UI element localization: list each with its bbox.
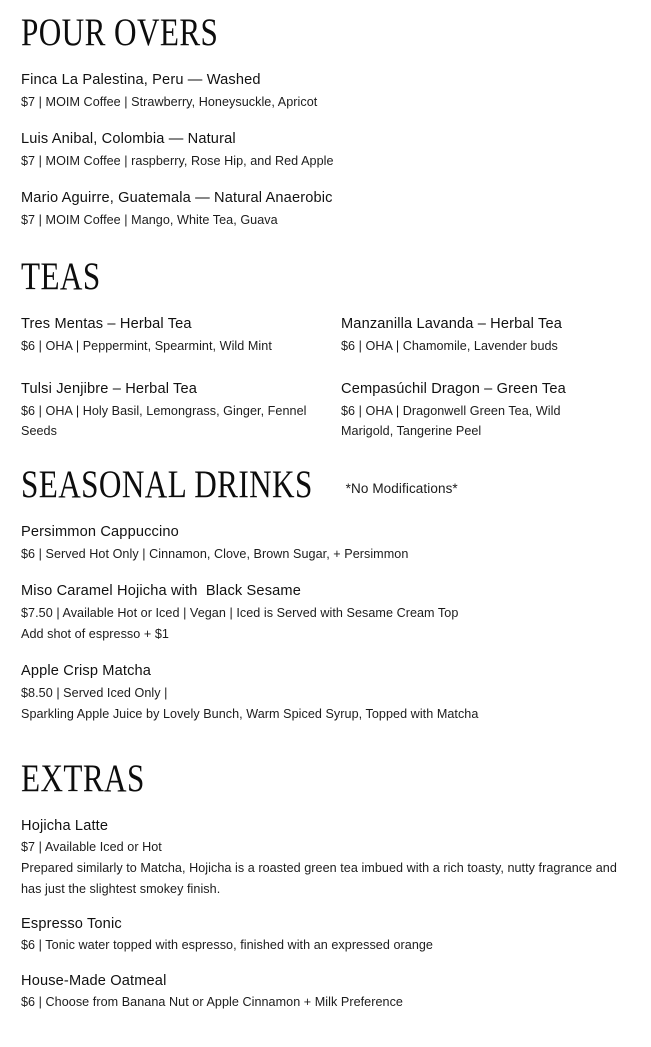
menu-item-name: Tulsi Jenjibre – Herbal Tea	[21, 381, 198, 398]
menu-item-name: Apple Crisp Matcha	[21, 663, 152, 680]
section-title-extras: EXTRAS	[21, 757, 145, 801]
menu-item-description-line: Prepared similarly to Matcha, Hojicha is a roasted green tea imbued with a rich toasty, nutty fragrance and has just the slightest smokey finish.	[21, 861, 617, 896]
menu-item-description-line: $7 | MOIM Coffee | raspberry, Rose Hip, and Red Apple	[21, 153, 334, 168]
menu-item	[21, 581, 631, 644]
section-title-pour-overs: POUR OVERS	[21, 11, 219, 54]
section-seasonal-drinks	[21, 464, 631, 724]
menu-item	[21, 971, 631, 1013]
menu-item-description	[21, 151, 631, 171]
menu-item-name: Mario Aguirre, Guatemala — Natural Anaerobic	[21, 190, 333, 207]
section-items-seasonal-drinks	[21, 522, 631, 724]
menu-item	[21, 379, 341, 441]
section-items-pour-overs	[21, 70, 631, 230]
menu-item-description	[21, 992, 631, 1012]
section-extras	[21, 724, 631, 1012]
menu-item-description-line: $7 | MOIM Coffee | Strawberry, Honeysuckle, Apricot	[21, 95, 318, 110]
menu-item-description	[21, 401, 319, 441]
menu-item	[341, 379, 631, 441]
menu-item	[341, 314, 631, 356]
menu-item-description-line: $6 | OHA | Peppermint, Spearmint, Wild Mint	[21, 338, 272, 353]
menu-item-description-line: $6 | OHA | Holy Basil, Lemongrass, Ginger, Fennel Seeds	[21, 403, 307, 438]
menu-item-name: Espresso Tonic	[21, 915, 122, 932]
section-title-seasonal-drinks: SEASONAL DRINKS	[21, 463, 313, 507]
menu-item-description-line: $6 | OHA | Chamomile, Lavender buds	[341, 338, 558, 353]
menu-item-name: Luis Anibal, Colombia — Natural	[21, 131, 236, 148]
section-items-extras	[21, 816, 631, 1013]
section-header-teas	[21, 256, 631, 297]
menu-item-name: Hojicha Latte	[21, 817, 109, 834]
menu-item-description	[341, 336, 609, 356]
menu-item-name: Tres Mentas – Herbal Tea	[21, 316, 192, 333]
menu-item-name: Manzanilla Lavanda – Herbal Tea	[341, 316, 562, 333]
menu-item	[21, 816, 631, 899]
menu-item-description-line: $7 | Available Iced or Hot	[21, 840, 162, 855]
menu-item	[21, 522, 631, 564]
section-pour-overs	[21, 10, 631, 230]
section-items-teas	[21, 314, 631, 464]
menu-item-description	[21, 603, 631, 644]
menu-item-description-line: $7.50 | Available Hot or Iced | Vegan | Iced is Served with Sesame Cream Top	[21, 606, 459, 620]
menu-item-description-line: $6 | Choose from Banana Nut or Apple Cinnamon + Milk Preference	[21, 995, 403, 1010]
menu-sections	[21, 10, 631, 1012]
menu-item-description-line: $7 | MOIM Coffee | Mango, White Tea, Guava	[21, 212, 278, 227]
menu-item-description	[21, 837, 631, 898]
menu-item-description	[21, 210, 631, 230]
section-header-pour-overs	[21, 12, 631, 53]
menu-item	[21, 661, 631, 724]
menu-item-description	[341, 401, 609, 441]
menu-item-name: Miso Caramel Hojicha with Black Sesame	[21, 583, 301, 600]
menu-item-description-line: Add shot of espresso + $1	[21, 627, 169, 642]
menu-item-description-line: $6 | Served Hot Only | Cinnamon, Clove, Brown Sugar, + Persimmon	[21, 547, 409, 562]
section-header-seasonal-drinks	[21, 464, 631, 505]
menu-item-description	[21, 683, 631, 724]
menu-item	[21, 129, 631, 171]
section-note-seasonal-drinks: *No Modifications*	[345, 481, 458, 497]
menu-item	[21, 314, 341, 356]
menu-item-name: Persimmon Cappuccino	[21, 524, 179, 541]
menu-item-description	[21, 544, 631, 564]
menu-item	[21, 70, 631, 112]
menu-item-description-line: Sparkling Apple Juice by Lovely Bunch, Warm Spiced Syrup, Topped with Matcha	[21, 707, 479, 722]
section-title-teas: TEAS	[21, 254, 101, 298]
section-header-extras	[21, 758, 631, 799]
menu-item-description-line: $6 | OHA | Dragonwell Green Tea, Wild Marigold, Tangerine Peel	[341, 403, 561, 438]
menu-item-name: House-Made Oatmeal	[21, 972, 167, 989]
menu-item-name: Finca La Palestina, Peru — Washed	[21, 72, 261, 89]
menu-item	[21, 914, 631, 956]
menu-item-description-line: $8.50 | Served Iced Only |	[21, 686, 168, 700]
menu-item-description-line: $6 | Tonic water topped with espresso, finished with an expressed orange	[21, 938, 433, 953]
menu-item-description	[21, 92, 631, 112]
menu-item-description	[21, 336, 319, 356]
menu-item-name: Cempasúchil Dragon – Green Tea	[341, 381, 566, 398]
menu-item	[21, 188, 631, 230]
section-teas	[21, 230, 631, 464]
menu-item-description	[21, 935, 631, 955]
